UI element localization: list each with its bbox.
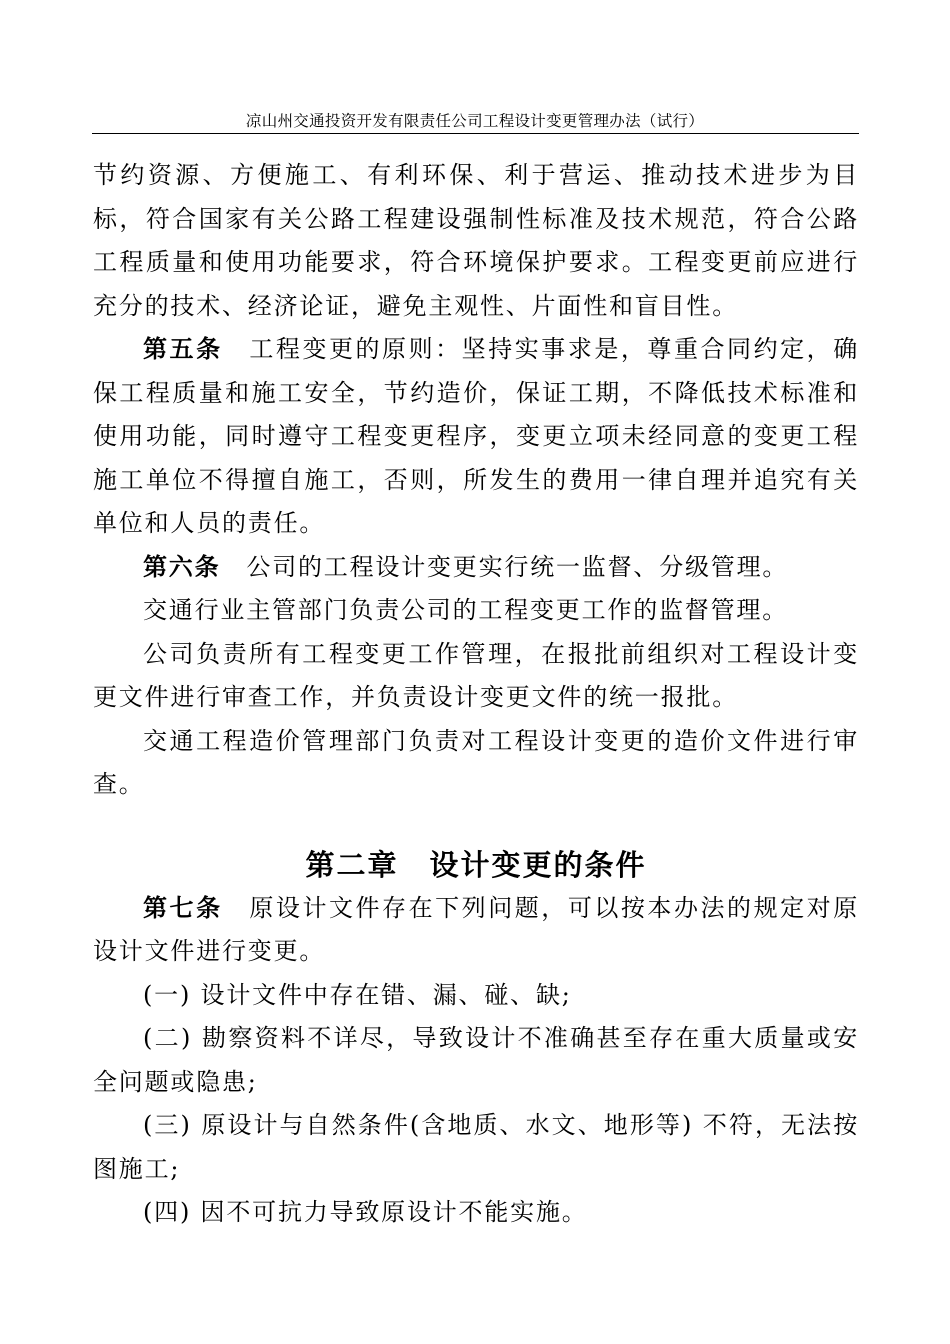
article-5 bbox=[93, 328, 859, 546]
article-5-text: 工程变更的原则：坚持实事求是，尊重合同约定，确保工程质量和施工安全，节约造价，保证工期，不降低技术标准和使用功能，同时遵守工程变更程序，变更立项未经同意的变更工程施工单位不得擅自施工，否则，所发生的费用一律自理并追究有关单位和人员的责任。 bbox=[93, 335, 859, 537]
article-6-paragraph: 交通行业主管部门负责公司的工程变更工作的监督管理。 bbox=[143, 596, 788, 624]
article-6-label: 第六条 bbox=[143, 552, 221, 581]
article-6-text: 公司的工程设计变更实行统一监督、分级管理。 bbox=[246, 552, 789, 581]
article-6-paragraph: 交通工程造价管理部门负责对工程设计变更的造价文件进行审查。 bbox=[93, 726, 859, 798]
article-7 bbox=[93, 887, 859, 974]
article-7-text: 原设计文件存在下列问题，可以按本办法的规定对原设计文件进行变更。 bbox=[93, 893, 859, 965]
list-item: (一) 设计文件中存在错、漏、碰、缺; bbox=[143, 980, 572, 1009]
article-6-paragraph: 公司负责所有工程变更工作管理，在报批前组织对工程设计变更文件进行审查工作，并负责设计变更文件的统一报批。 bbox=[93, 639, 859, 711]
document-body bbox=[93, 154, 859, 1235]
list-item: (四) 因不可抗力导致原设计不能实施。 bbox=[143, 1198, 588, 1226]
article-5-label: 第五条 bbox=[143, 335, 223, 363]
list-item: (三) 原设计与自然条件(含地质、水文、地形等) 不符，无法按图施工; bbox=[93, 1111, 859, 1183]
chapter-title: 第二章 设计变更的条件 bbox=[305, 847, 647, 882]
header-rule bbox=[92, 133, 859, 134]
paragraph-continued: 节约资源、方便施工、有利环保、利于营运、推动技术进步为目标，符合国家有关公路工程建设强制性标准及技术规范，符合公路工程质量和使用功能要求，符合环境保护要求。工程变更前应进行充分的技术、经济论证，避免主观性、片面性和盲目性。 bbox=[93, 161, 859, 320]
list-item: (二) 勘察资料不详尽，导致设计不准确甚至存在重大质量或安全问题或隐患; bbox=[93, 1024, 859, 1096]
article-7-label: 第七条 bbox=[143, 893, 223, 922]
article-6 bbox=[93, 546, 859, 590]
running-header: 凉山州交通投资开发有限责任公司工程设计变更管理办法（试行） bbox=[245, 112, 705, 130]
